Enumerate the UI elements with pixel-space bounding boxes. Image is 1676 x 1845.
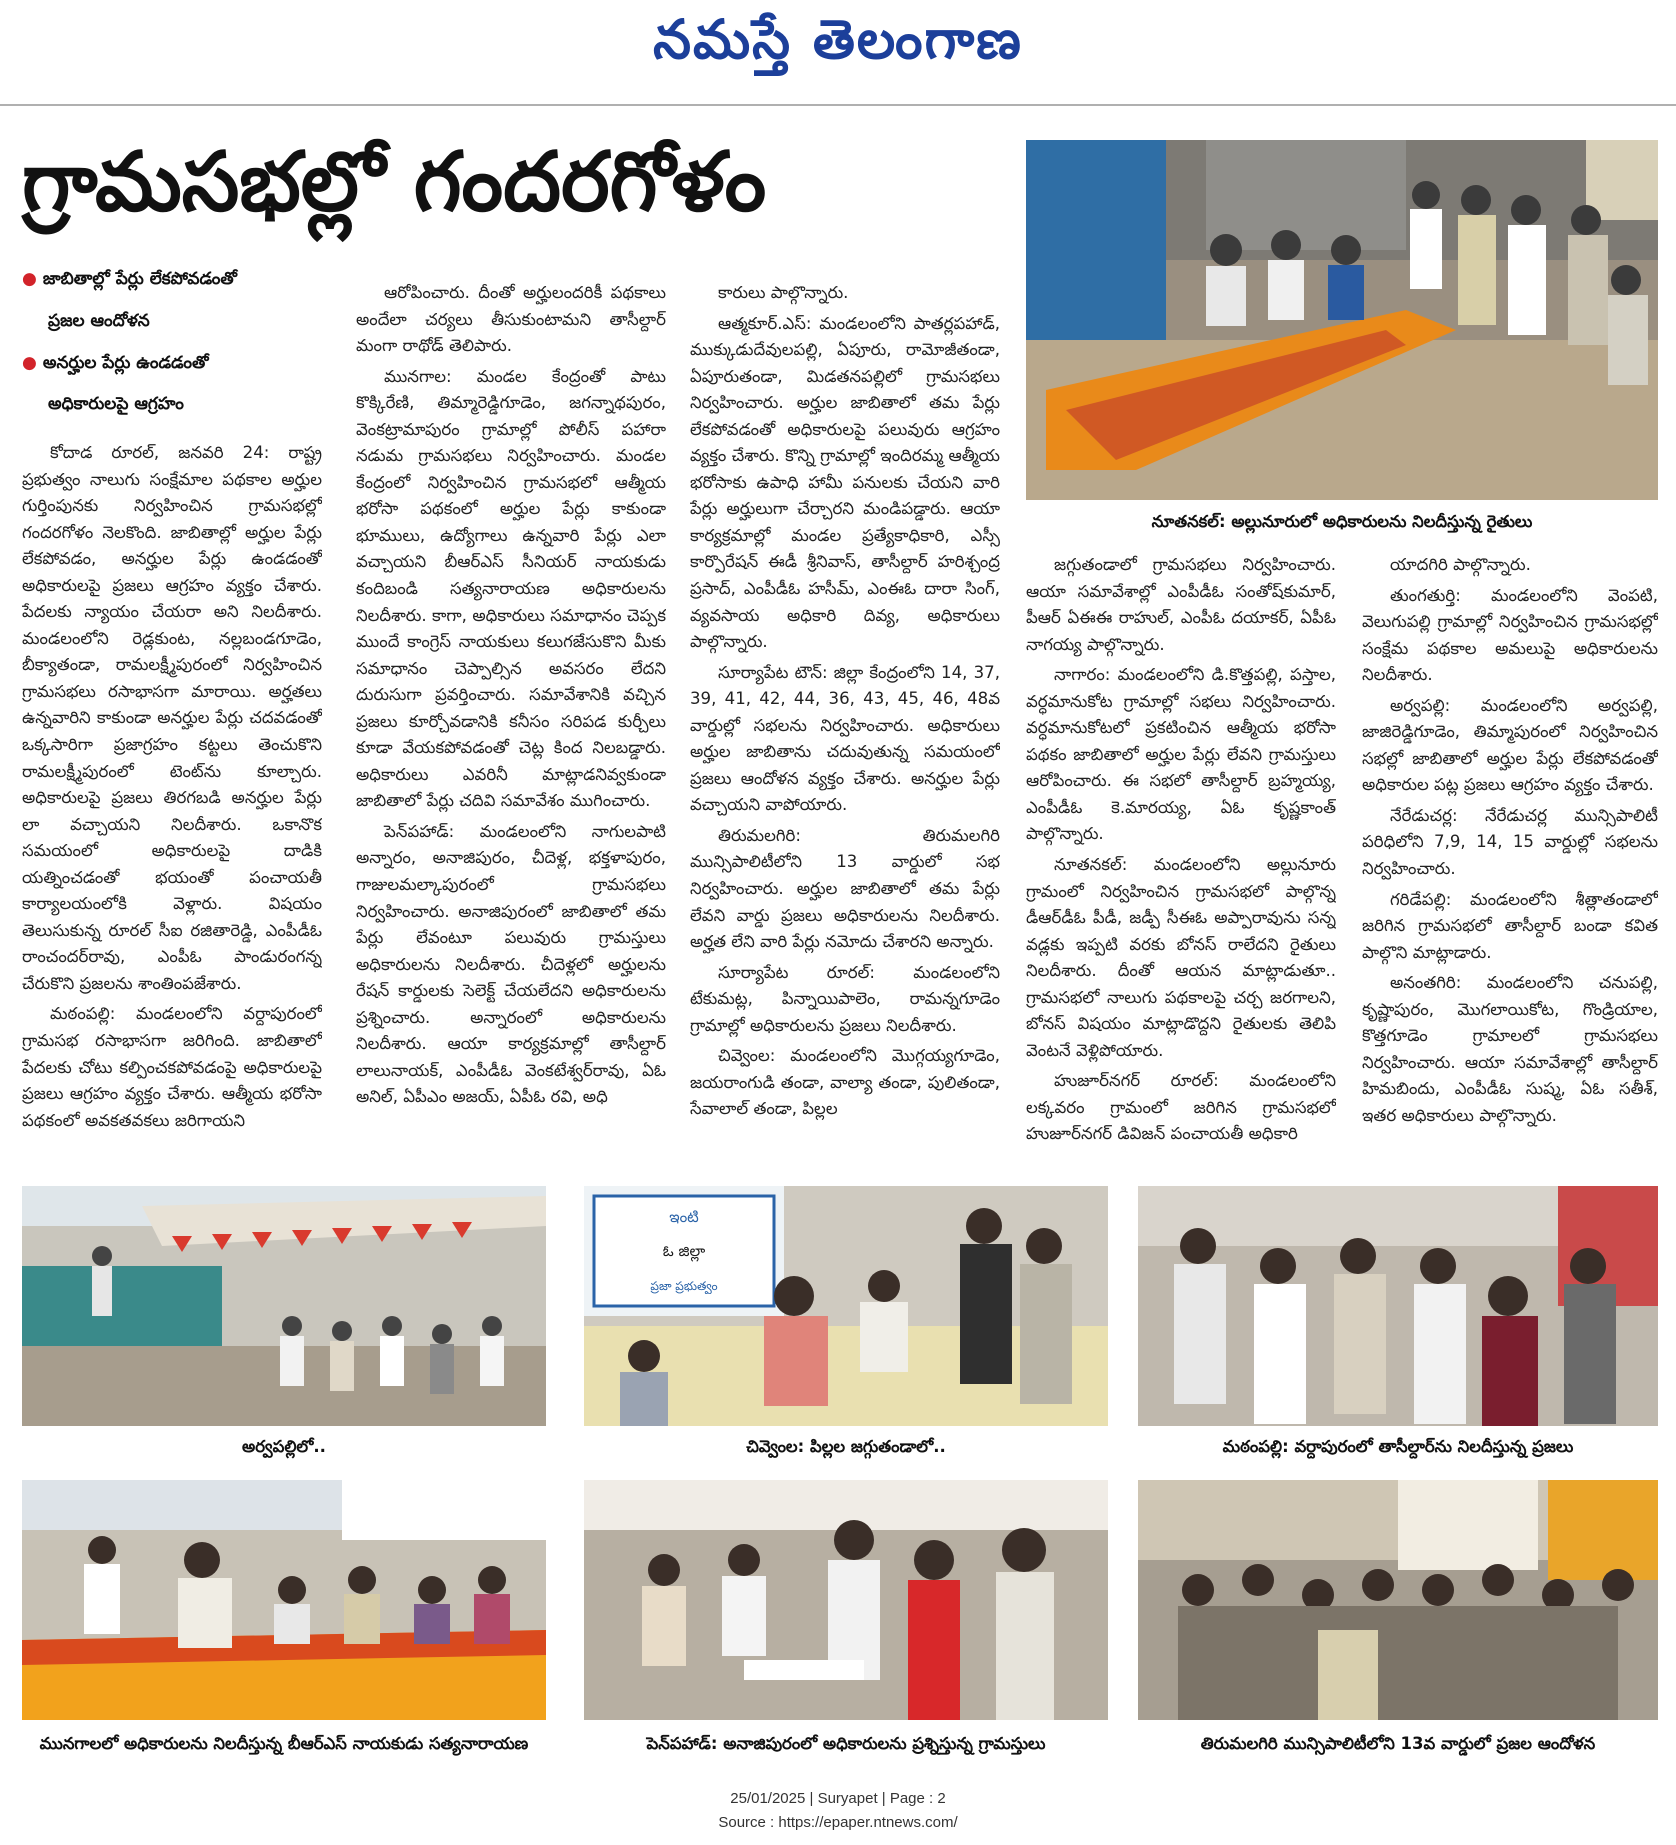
article-column-2 (356, 280, 666, 1178)
article-column-1 (22, 440, 322, 1178)
paragraph: అనంతగిరి: మండలంలోని చనుపల్లి, కృష్ణాపురం, మొగలాయికోట, గొండ్రియాల, కొత్తగూడెం గ్రామాలలో గ్రామసభలు నిర్వహించారు. ఆయా సమావేశాల్లో తాసీల్దార్‌ హిమబిందు, ఎంపీడీఓ సుష్మ, ఏఓ సతీశ్‌, ఇతర అధికారులు పాల్గొన్నారు. (1362, 973, 1658, 1125)
footer-source-link[interactable]: Source : https://epaper.ntnews.com/ (718, 1814, 958, 1831)
paragraph: మఠంపల్లి: మండలంలోని వర్దాపురంలో గ్రామసభ రసాభాసగా జరిగింది. జాబితాలో పేదలకు చోటు కల్పించకపోవడంపై అధికారులపై ప్రజలు ఆగ్రహం వ్యక్తం చేశారు. ఆత్మీయ భరోసా పథకంలో అవకతవకలు జరిగాయని (22, 1004, 322, 1130)
paragraph: చివ్వెంల: మండలంలోని మొగ్గయ్యగూడెం, జయరాంగుడి తండా, వాల్యా తండా, పులితండా, సేవాలాల్‌ తండా, పిల్లల (690, 1046, 1000, 1119)
photo-caption-row2-a: మునగాలలో అధికారులను నిలదీస్తున్న బీఆర్‌ఎస్‌ నాయకుడు సత్యనారాయణ (39, 1734, 529, 1753)
photo-caption-row1-a: అర్వపల్లిలో.. (242, 1437, 326, 1456)
signage-text-1: ఇంటి (669, 1208, 699, 1226)
photo-caption-row2-c: తిరుమలగిరి మున్సిపాలిటీలోని 13వ వార్డులో ప్రజల ఆందోళన (1200, 1734, 1596, 1753)
subheadline-4: అధికారులపై ఆగ్రహం (48, 394, 184, 415)
photo-nuthankal-meeting (1026, 140, 1658, 500)
article-column-5 (1362, 552, 1658, 1178)
paragraph: ఆత్మకూర్‌.ఎస్‌: మండలంలోని పాతర్లపహాడ్‌, ముక్కుడుదేవులపల్లి, ఏపూరు, రామోజీతండా, ఏపూరుతండా, మిడతనపల్లిలో గ్రామసభలు నిర్వహించారు. అర్హుల జాబితాలో తమ పేర్లు లేకపోవడంతో అధికారులపై పలువురు ఆగ్రహం వ్యక్తం చేశారు. కొన్ని గ్రామాల్లో ఇందిరమ్మ ఆత్మీయ భరోసాకు ఉపాధి హామీ పనులకు చేయని వారి పేర్లు అర్హులుగా చేర్చారని మండిపడ్డారు. ఆయా కార్యక్రమాల్లో మండల ప్రత్యేకాధికారి, ఎస్సీ కార్పొరేషన్‌ ఈడీ శ్రీనివాస్‌, తాసీల్దార్‌ హరిశ్చంద్ర ప్రసాద్‌, ఎంపీడీఓ హసీమ్‌, ఎంఈఓ దారా సింగ్‌, వ్యవసాయ అధికారి దివ్య, అధికారులు పాల్గొన్నారు. (690, 313, 1000, 652)
paragraph: ఆరోపించారు. దీంతో అర్హులందరికీ పథకాలు అందేలా చర్యలు తీసుకుంటామని తాసీల్దార్‌ మంగా రాథోడ్‌ తెలిపారు. (356, 283, 666, 356)
signage-text-3: ప్రజా ప్రభుత్వం (650, 1279, 718, 1293)
photo-penpahad (584, 1480, 1108, 1720)
paragraph: కారులు పాల్గొన్నారు. (718, 283, 849, 302)
photo-thirumalagiri (1138, 1480, 1658, 1720)
footer-date-page: 25/01/2025 | Suryapet | Page : 2 (730, 1790, 946, 1807)
masthead (0, 0, 1676, 96)
newspaper-title: నమస్తే తెలంగాణ (653, 8, 1023, 71)
paragraph: నాగారం: మండలంలోని డి.కొత్తపల్లి, పస్తాల, వర్ధమానుకోట గ్రామాల్లో సభలు నిర్వహించారు. వర్ధమానుకోటలో ప్రకటించిన ఆత్మీయ భరోసా పథకం జాబితాలో అర్హుల పేర్లు లేవని గ్రామస్తులు ఆరోపించారు. ఈ సభలో తాసీల్దార్‌ బ్రహ్మయ్య, ఎంపీడీఓ కె.మారయ్య, ఏఓ కృష్ణకాంత్‌ పాల్గొన్నారు. (1026, 665, 1336, 844)
paragraph: హుజూర్‌నగర్‌ రూరల్‌: మండలంలోని లక్కవరం గ్రామంలో జరిగిన గ్రామసభలో హుజూర్‌నగర్‌ డివిజన్‌ పంచాయతీ అధికారి (1026, 1071, 1336, 1144)
paragraph: కోదాడ రూరల్‌, జనవరి 24: రాష్ట్ర ప్రభుత్వం నాలుగు సంక్షేమాల పథకాల అర్హుల గుర్తింపునకు నిర్వహించిన గ్రామసభల్లో గందరగోళం నెలకొంది. జాబితాల్లో అర్హుల పేర్లు లేకపోవడం, అనర్హుల పేర్లు ఉండడంతో అధికారులపై ప్రజలు ఆగ్రహం వ్యక్తం చేశారు. పేదలకు న్యాయం చేయరా అని నిలదీశారు. మండలంలోని రెడ్లకుంట, నల్లబండగూడెం, బీక్యాతండా, రామలక్ష్మీపురంలో నిర్వహించిన గ్రామసభలు రసాభాసగా మారాయి. అర్హతలు ఉన్నవారిని కాకుండా అనర్హుల పేర్లు చదవడంతో ఒక్కసారిగా ప్రజాగ్రహం కట్టలు తెంచుకొని రామలక్ష్మీపురంలో టెంట్‌ను కూల్చారు. అధికారులపై ప్రజలు తిరగబడి అనర్హుల పేర్లు లా వచ్చాయని నిలదీశారు. ఒకానొక సమయంలో అధికారులపై దాడికి యత్నించడంతో భయంతో పంచాయతీ కార్యాలయంలోకి వెళ్లారు. విషయం తెలుసుకున్న రూరల్‌ సీఐ రజితారెడ్డి, ఎంపీడీఓ రాంచందర్‌రావు, ఎంపీఓ పాండురంగన్న చేరుకొని ప్రజలను శాంతింపజేశారు. (22, 443, 322, 993)
paragraph: తిరుమలగిరి: తిరుమలగిరి మున్సిపాలిటీలోని 13 వార్డులో సభ నిర్వహించారు. అర్హుల జాబితాలో తమ పేర్లు లేవని వార్డు ప్రజలు అధికారులను నిలదీశారు. అర్హత లేని వారి పేర్లు నమోదు చేశారని అన్నారు. (690, 825, 1000, 952)
paragraph: పెన్‌పహాడ్‌: మండలంలోని నాగులపాటి అన్నారం, అనాజిపురం, చీదెళ్ల, భక్తళాపురం, గాజులమల్కాపురంలో గ్రామసభలు నిర్వహించారు. అనాజిపురంలో జాబితాలో తమ పేర్లు లేవంటూ పలువురు గ్రామస్తులు అధికారులను నిలదీశారు. చీదెళ్లలో అర్హులను రేషన్‌ కార్డులకు సెలెక్ట్‌ చేయలేదని అధికారులను ప్రశ్నించారు. అన్నారంలో అధికారులను నిలదీశారు. ఆయా కార్యక్రమాల్లో తాసీల్దార్‌ లాలునాయక్‌, ఎంపీడీఓ వెంకటేశ్వర్‌రావు, ఏఓ అనిల్‌, ఏపీఎం అజయ్‌, ఏపీఓ రవి, అధి (356, 821, 666, 1107)
photo-caption-row1-b: చివ్వెంల: పిల్లల జగ్గుతండాలో.. (746, 1437, 946, 1456)
paragraph: అర్వపల్లి: మండలంలోని అర్వపల్లి, జాజిరెడ్డిగూడెం, తిమ్మాపురంలో నిర్వహించిన సభల్లో జాబితాలో అర్హుల పేర్లు లేకపోవడంతో అధికారుల పట్ల ప్రజలు ఆగ్రహం వ్యక్తం చేశారు. (1362, 695, 1658, 795)
paragraph: నేరేడుచర్ల: నేరేడుచర్ల మున్సిపాలిటీ పరిధిలోని 7,9, 14, 15 వార్డుల్లో సభలను నిర్వహించారు. (1362, 805, 1658, 879)
photo-caption-top: నూతనకల్‌: అల్లునూరులో అధికారులను నిలదీస్తున్న రైతులు (1151, 512, 1533, 531)
photo-mathampalli (1138, 1186, 1658, 1426)
photo-chivvemla (584, 1186, 1108, 1426)
paragraph: తుంగతుర్తి: మండలంలోని వెంపటి, వెలుగుపల్లి గ్రామాల్లో నిర్వహించిన గ్రామసభల్లో సంక్షేమ పథకాల అమలుపై అధికారులను నిలదీశారు. (1362, 585, 1658, 685)
photo-caption-row2-b: పెన్‌పహాడ్‌: అనాజిపురంలో అధికారులను ప్రశ్నిస్తున్న గ్రామస్తులు (646, 1734, 1046, 1753)
bullet-icon: ● (22, 269, 37, 289)
photo-arvapalli (22, 1186, 546, 1426)
subheadline-3: ● అనర్హుల పేర్లు ఉండడంతో (22, 352, 209, 373)
paragraph: యాదగిరి పాల్గొన్నారు. (1390, 555, 1531, 574)
paragraph: గరిడేపల్లి: మండలంలోని శీత్లాతండాలో జరిగిన గ్రామసభలో తాసీల్దార్‌ బండా కవిత పాల్గొని మాట్లాడారు. (1362, 889, 1658, 962)
photo-munagala (22, 1480, 546, 1720)
paragraph: మునగాల: మండల కేంద్రంతో పాటు కొక్కిరేణి, తిమ్మారెడ్డిగూడెం, జగన్నాథపురం, వెంకట్రామాపురం గ్రామాల్లో పోలీస్‌ పహారా నడుమ గ్రామసభలు నిర్వహించారు. మండల కేంద్రంలో నిర్వహించిన గ్రామసభలో ఆత్మీయ భరోసా పథకంలో అర్హుల పేర్లు కాకుండా భూములు, ఉద్యోగాలు ఉన్నవారి పేర్లు ఎలా వచ్చాయని బీఆర్‌ఎస్‌ సీనియర్‌ నాయకుడు కందిబండి సత్యనారాయణ అధికారులను నిలదీశారు. కాగా, అధికారులు సమాధానం చెప్పక ముందే కాంగ్రెస్‌ నాయకులు కలుగజేసుకొని మీకు సమాధానం చెప్పాల్సిన అవసరం లేదని దురుసుగా ప్రవర్తించారు. సమావేశానికి వచ్చిన ప్రజలు కూర్చోవడానికి కనీసం సరిపడ కుర్చీలు కూడా వేయకపోవడంతో చెట్ల కింద నిలబడ్డారు. అధికారులు ఎవరినీ మాట్లాడనివ్వకుండా జాబితాలో పేర్లు చదివి సమావేశం ముగించారు. (356, 366, 666, 811)
masthead-divider (0, 104, 1676, 106)
subheadline-2: ప్రజల ఆందోళన (48, 310, 150, 331)
headline: గ్రామసభల్లో గందరగోళం (22, 135, 767, 230)
subheadlines (22, 268, 352, 435)
photo-caption-row1-c: మఠంపల్లి: వర్దాపురంలో తాసీల్దార్‌ను నిలదీస్తున్న ప్రజలు (1222, 1437, 1574, 1456)
bullet-icon: ● (22, 352, 37, 373)
paragraph: సూర్యాపేట టౌన్‌: జిల్లా కేంద్రంలోని 14, 37, 39, 41, 42, 44, 36, 43, 45, 46, 48వ వార్డుల్లో సభలను నిర్వహించారు. అధికారులు అర్హుల జాబితాను చదువుతున్న సమయంలో ప్రజలు ఆందోళన వ్యక్తం చేశారు. అనర్హుల పేర్లు వచ్చాయని వాపోయారు. (690, 662, 1000, 815)
subheadline-1: ● జాబితాల్లో పేర్లు లేకపోవడంతో (22, 269, 238, 289)
paragraph: నూతనకల్‌: మండలంలోని అల్లునూరు గ్రామంలో నిర్వహించిన గ్రామసభలో పాల్గొన్న డీఆర్‌డీఓ పీడీ, జడ్పీ సీఈఓ అప్పారావును సన్న వడ్లకు ఇప్పటి వరకు బోనస్‌ రాలేదని రైతులు నిలదీశారు. దీంతో ఆయన మాట్లాడుతూ.. గ్రామసభలో నాలుగు పథకాలపై చర్చ జరగాలని, బోనస్‌ విషయం మాట్లాడొద్దని రైతులకు తెలిపి వెంటనే వెళ్లిపోయారు. (1026, 855, 1336, 1060)
paragraph: జగ్గుతండాలో గ్రామసభలు నిర్వహించారు. ఆయా సమావేశాల్లో ఎంపీడీఓ సంతోష్‌కుమార్‌, పీఆర్‌ ఏఈఈ రాహుల్‌, ఎంపీఓ దయాకర్‌, ఏపీఓ నాగయ్య పాల్గొన్నారు. (1026, 555, 1336, 654)
signage-text-2: ఓ జిల్లా (662, 1242, 706, 1260)
paragraph: సూర్యాపేట రూరల్‌: మండలంలోని టేకుమట్ల, పిన్నాయిపాలెం, రామన్నగూడెం గ్రామాల్లో అధికారులను ప్రజలు నిలదీశారు. (690, 962, 1000, 1035)
article-column-4 (1026, 552, 1336, 1178)
article-column-3 (690, 280, 1000, 1178)
